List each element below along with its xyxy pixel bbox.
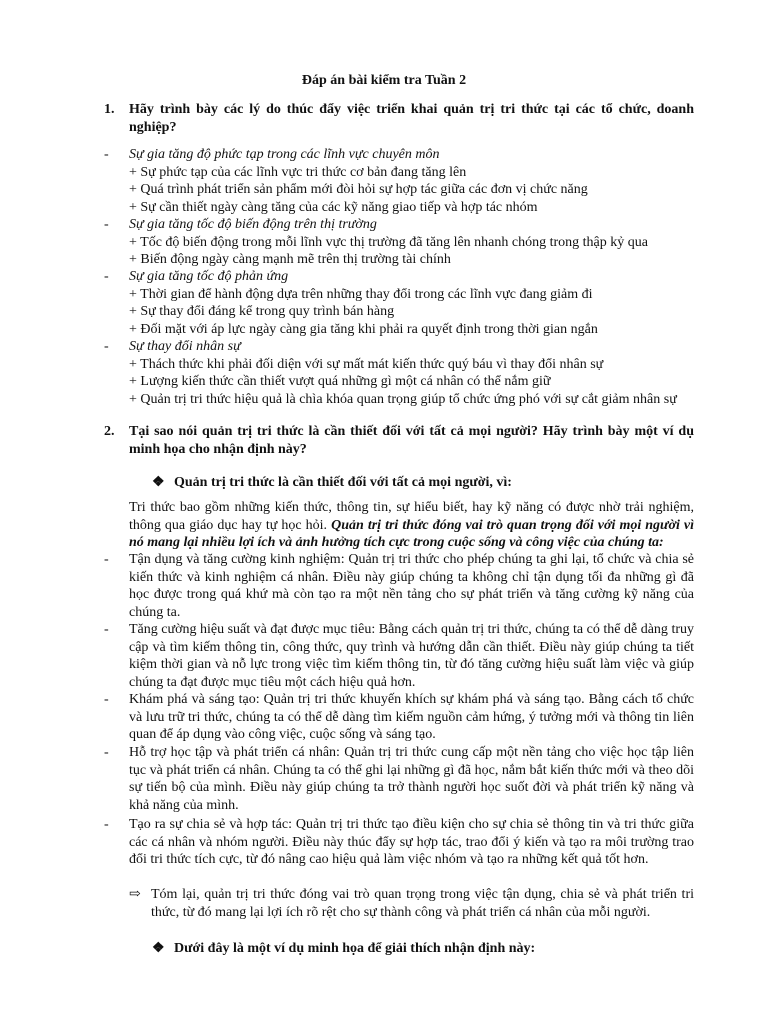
benefit-item (104, 621, 694, 691)
reason-heading: Sự gia tăng độ phức tạp trong các lĩnh vực chuyên môn (129, 147, 440, 162)
benefit-text: Hỗ trợ học tập và phát triển cá nhân: Quản trị tri thức cung cấp một nền tảng cho việc học tập liên tục và phát triển cá nhân. Chúng ta có thể ghi lại những gì đã học, nắm bắt kiến thức mới và theo dõi sự tiến bộ của mình. Điều này giúp chúng ta trở thành người học suốt đời và phát triển kỹ năng và khả năng của mình. (129, 745, 694, 813)
question-number: 1. (104, 102, 115, 117)
reason-group (104, 146, 694, 216)
dash-bullet-icon: - (104, 552, 109, 567)
reason-item: + Tốc độ biến động trong mỗi lĩnh vực thị trường đã tăng lên nhanh chóng trong thập kỷ qua (129, 234, 648, 250)
intro-emphasis: Quản trị tri thức đóng vai trò quan trọng đối với mọi người vì nó mang lại nhiều lợi ích và ảnh hưởng tích cực trong cuộc sống và công việc của chúng ta: (129, 517, 694, 551)
reason-item: + Sự cần thiết ngày càng tăng của các kỹ năng giao tiếp và hợp tác nhóm (129, 199, 538, 215)
reason-item: + Sự thay đổi đáng kể trong quy trình bán hàng (129, 304, 395, 320)
reason-item: + Quản trị tri thức hiệu quả là chìa khóa quan trọng giúp tổ chức ứng phó với sự cắt giảm nhân sự (129, 391, 677, 407)
section-heading (152, 474, 512, 492)
benefit-item (104, 744, 694, 814)
benefit-item (104, 816, 694, 869)
dash-bullet-icon: - (104, 745, 109, 760)
reason-item: + Đối mặt với áp lực ngày càng gia tăng khi phải ra quyết định trong thời gian ngắn (129, 321, 598, 337)
dash-bullet-icon: - (104, 817, 109, 832)
section-heading-text: Dưới đây là một ví dụ minh họa để giải thích nhận định này: (174, 941, 536, 956)
reason-group (104, 268, 694, 338)
reason-item: + Thách thức khi phải đối diện với sự mất mát kiến thức quý báu vì thay đổi nhân sự (129, 356, 604, 372)
intro-text: Tri thức bao gồm những kiến thức, thông tin, sự hiểu biết, hay kỹ năng có được nhờ trải nghiệm, thông qua giáo dục hay tự học hỏi. (129, 500, 694, 533)
section-heading-text: Quản trị tri thức là cần thiết đối với tất cả mọi người, vì: (174, 475, 512, 490)
diamond-bullet-icon: ❖ (152, 941, 165, 956)
reason-item: + Lượng kiến thức cần thiết vượt quá những gì một cá nhân có thể nắm giữ (129, 374, 551, 390)
reason-heading: Sự gia tăng tốc độ biến động trên thị trường (129, 217, 377, 232)
summary-text: Tóm lại, quản trị tri thức đóng vai trò quan trọng trong việc tận dụng, chia sẻ và phát triển tri thức, từ đó mang lại lợi ích rõ rệt cho sự thành công và phát triển cá nhân của mỗi người. (151, 887, 694, 920)
reason-heading: Sự gia tăng tốc độ phản ứng (129, 269, 289, 284)
section-heading (152, 940, 535, 958)
benefit-text: Tận dụng và tăng cường kinh nghiệm: Quản trị tri thức cho phép chúng ta ghi lại, tổ chức và chia sẻ kiến thức và kinh nghiệm cá nhân. Điều này giúp chúng ta không chỉ tận dụng tối đa những gì đã học được trong quá khứ mà còn tạo ra một nền tảng cho sự phát triển và tăng cường kỹ năng của chúng ta. (129, 552, 694, 620)
dash-bullet-icon: - (104, 622, 109, 637)
question-2 (104, 423, 694, 458)
benefit-text: Tạo ra sự chia sẻ và hợp tác: Quản trị tri thức tạo điều kiện cho sự chia sẻ thông tin và tri thức giữa các cá nhân và nhóm người. Điều này thúc đẩy sự hợp tác, trao đổi ý kiến và tạo ra môi trường trao đổi tri thức tích cực, từ đó nâng cao hiệu quả làm việc nhóm và tạo ra những kết quả tốt hơn. (129, 817, 694, 868)
reason-heading: Sự thay đổi nhân sự (129, 339, 241, 354)
arrow-right-icon: ⇨ (129, 887, 141, 902)
dash-bullet-icon: - (104, 339, 109, 354)
benefit-item (104, 551, 694, 621)
benefit-text: Khám phá và sáng tạo: Quản trị tri thức khuyến khích sự khám phá và sáng tạo. Bằng cách tổ chức và lưu trữ tri thức, chúng ta có thể dễ dàng tìm kiếm nguồn cảm hứng, ý tưởng mới và thông tin liên quan để áp dụng vào công việc, cuộc sống và sáng tạo. (129, 692, 694, 743)
reason-item: + Sự phức tạp của các lĩnh vực tri thức cơ bản đang tăng lên (129, 164, 467, 180)
dash-bullet-icon: - (104, 692, 109, 707)
diamond-bullet-icon: ❖ (152, 475, 165, 490)
reason-item: + Biến động ngày càng mạnh mẽ trên thị trường tài chính (129, 252, 451, 268)
question-1 (104, 101, 694, 136)
question-number: 2. (104, 424, 115, 439)
reason-group (104, 216, 694, 269)
reason-item: + Thời gian để hành động dựa trên những thay đổi trong các lĩnh vực đang giảm đi (129, 286, 593, 302)
question-text: Hãy trình bày các lý do thúc đẩy việc triển khai quản trị tri thức tại các tổ chức, doanh nghiệp? (129, 102, 694, 135)
reason-item: + Quá trình phát triển sản phẩm mới đòi hỏi sự hợp tác giữa các đơn vị chức năng (129, 182, 588, 198)
dash-bullet-icon: - (104, 147, 109, 162)
reason-group (104, 338, 694, 408)
document-title: Đáp án bài kiểm tra Tuần 2 (301, 73, 467, 88)
question-text: Tại sao nói quản trị tri thức là cần thiết đối với tất cả mọi người? Hãy trình bày một ví dụ minh họa cho nhận định này? (129, 424, 694, 457)
summary (129, 886, 694, 921)
dash-bullet-icon: - (104, 217, 109, 232)
dash-bullet-icon: - (104, 269, 109, 284)
intro-paragraph (129, 499, 694, 552)
benefit-item (104, 691, 694, 744)
benefit-text: Tăng cường hiệu suất và đạt được mục tiêu: Bằng cách quản trị tri thức, chúng ta có thể dễ dàng truy cập và tìm kiếm thông tin, công thức, quy trình và hướng dẫn cần thiết. Điều này giúp chúng ta tiết kiệm thời gian và nỗ lực trong việc tìm kiếm thông tin, từ đó tăng cường hiệu suất làm việc và giúp chúng ta đạt được mục tiêu một cách hiệu quả hơn. (129, 622, 694, 690)
